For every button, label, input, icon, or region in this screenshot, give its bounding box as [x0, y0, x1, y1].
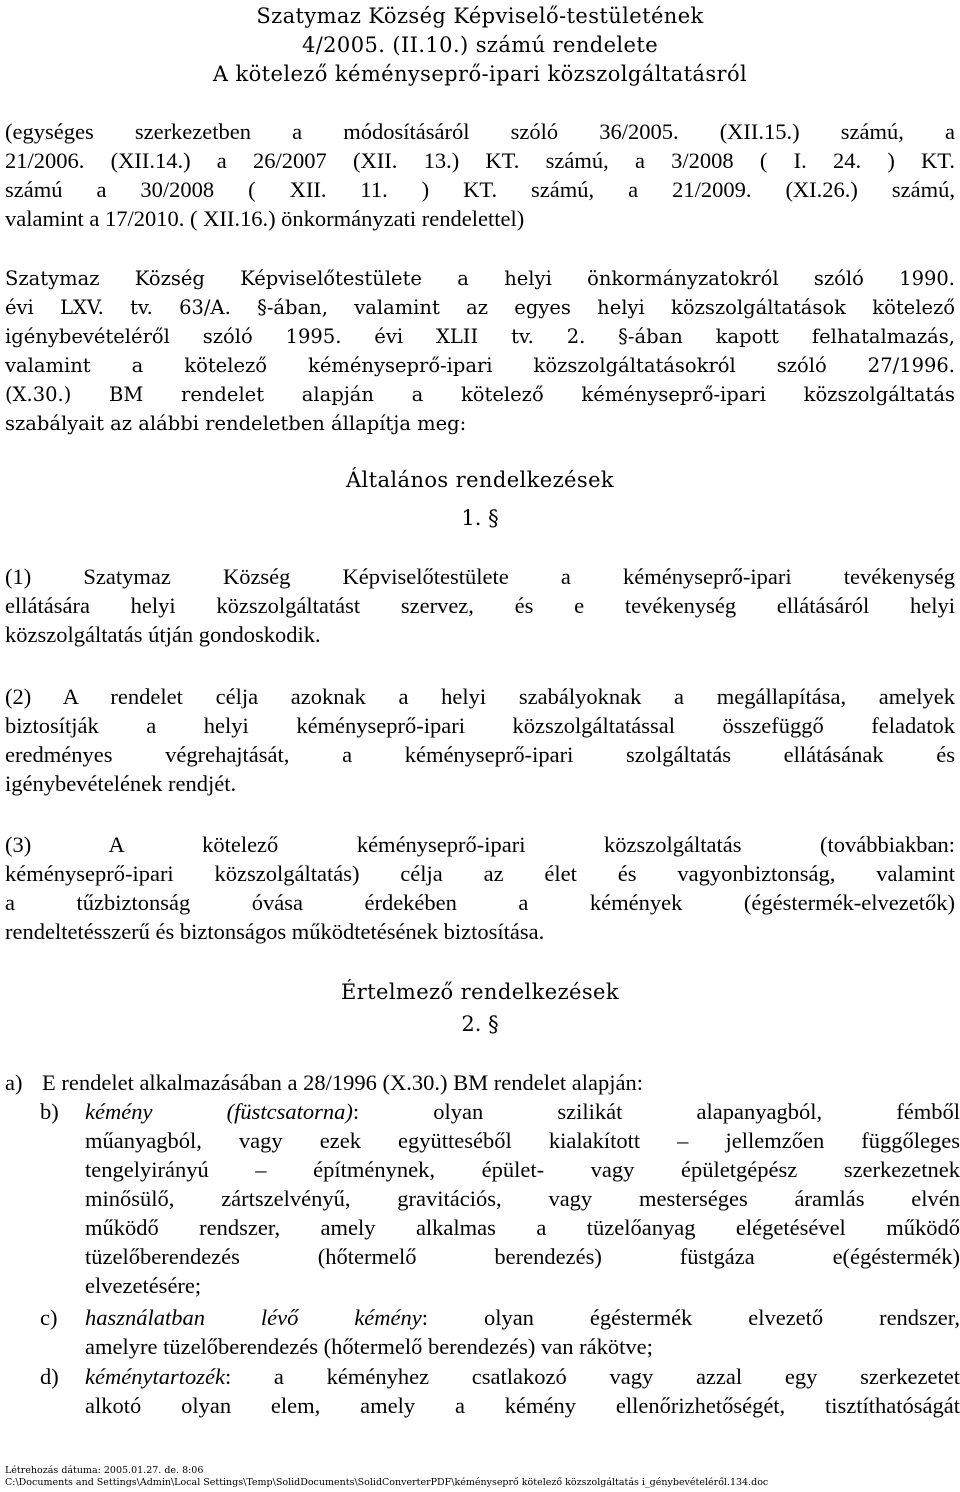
paragraph-line: ellátására helyi közszolgáltatást szervez, és e tevékenység ellátásáról helyi	[5, 593, 955, 618]
document-title-line-2: 4/2005. (II.10.) számú rendelete	[301, 33, 659, 57]
defined-term: kémény (füstcsatorna)	[85, 1099, 353, 1124]
preamble-line: szabályait az alábbi rendeletben állapítja meg:	[5, 412, 467, 435]
defined-term: használatban lévő kémény	[85, 1305, 422, 1330]
definition-line: működő rendszer, amely alkalmas a tüzelőanyag elégetésével működő	[85, 1215, 960, 1240]
definition-first-line	[85, 1362, 960, 1391]
amendments-line: valamint a 17/2010. ( XII.16.) önkormányzati rendelettel)	[5, 206, 525, 231]
defined-term: kéménytartozék	[85, 1364, 225, 1389]
definition-line: amelyre tüzelőberendezés (hőtermelő berendezés) van rákötve;	[85, 1334, 653, 1359]
definition-line: minősülő, zártszelvényű, gravitációs, vagy mesterséges áramlás elvén	[85, 1186, 960, 1211]
item-label: d)	[40, 1364, 59, 1389]
section-1-paragraph-1	[5, 562, 955, 649]
definition-text: : olyan égéstermék elvezető rendszer,	[421, 1305, 960, 1330]
amendments-line: (egységes szerkezetben a módosításáról szóló 36/2005. (XII.15.) számú, a	[5, 119, 955, 144]
section-1-paragraph-2	[5, 682, 955, 798]
definition-line: műanyagból, vagy ezek együtteséből kialakított – jellemzően függőleges	[85, 1128, 960, 1153]
item-label: a)	[5, 1070, 23, 1095]
definition-text: : olyan szilikát alapanyagból, fémből	[352, 1099, 960, 1124]
paragraph-line: biztosítják a helyi kéményseprő-ipari közszolgáltatással összefüggő feladatok	[5, 713, 955, 738]
definition-item-a	[5, 1068, 955, 1097]
definition-line: elvezetésére;	[85, 1273, 202, 1298]
footer-file-path: C:\Documents and Settings\Admin\Local Settings\Temp\SolidDocuments\SolidConverterPDF\kéményseprő kötelező közszolgáltatás i_génybevételéről.134.doc	[5, 1477, 769, 1488]
definition-first-line	[85, 1097, 960, 1126]
definition-text: : a kéményhez csatlakozó vagy azzal egy szerkezetet	[224, 1364, 960, 1389]
amendments-paragraph	[5, 117, 955, 233]
amendments-line: számú a 30/2008 ( XII. 11. ) KT. számú, a 21/2009. (XI.26.) számú,	[5, 177, 955, 202]
section-1-paragraph-3	[5, 830, 955, 946]
footer-created-date: Létrehozás dátuma: 2005.01.27. de. 8:06	[5, 1465, 204, 1476]
paragraph-line: eredményes végrehajtását, a kéményseprő-ipari szolgáltatás ellátásának és	[5, 742, 955, 767]
paragraph-line: (3) A kötelező kéményseprő-ipari közszolgáltatás (továbbiakban:	[5, 832, 955, 857]
document-title-line-3: A kötelező kéményseprő-ipari közszolgáltatásról	[212, 62, 748, 86]
preamble-line: Szatymaz Község Képviselőtestülete a helyi önkormányzatokról szóló 1990.	[5, 267, 955, 290]
preamble-line: igénybevételéről szóló 1995. évi XLII tv. 2. §-ában kapott felhatalmazás,	[5, 325, 955, 348]
paragraph-line: igénybevételének rendjét.	[5, 771, 237, 796]
paragraph-line: közszolgáltatás útján gondoskodik.	[5, 622, 321, 647]
definition-line: tengelyirányú – építménynek, épület- vagy épületgépész szerkezetnek	[85, 1157, 960, 1182]
definition-line: tüzelőberendezés (hőtermelő berendezés) füstgáza e(égéstermék)	[85, 1244, 960, 1269]
document-title-line-1: Szatymaz Község Képviselő-testületének	[256, 4, 704, 28]
paragraph-line: (1) Szatymaz Község Képviselőtestülete a kéményseprő-ipari tevékenység	[5, 564, 955, 589]
preamble-paragraph	[5, 264, 955, 438]
section-1-number: 1. §	[461, 506, 499, 530]
item-text: E rendelet alkalmazásában a 28/1996 (X.30.) BM rendelet alapján:	[42, 1070, 644, 1095]
amendments-line: 21/2006. (XII.14.) a 26/2007 (XII. 13.) KT. számú, a 3/2008 ( I. 24. ) KT.	[5, 148, 955, 173]
definition-line: alkotó olyan elem, amely a kémény ellenőrizhetőségét, tisztíthatóságát	[85, 1393, 960, 1418]
item-label: c)	[40, 1305, 58, 1330]
preamble-line: (X.30.) BM rendelet alapján a kötelező kéményseprő-ipari közszolgáltatás	[5, 383, 955, 406]
preamble-line: évi LXV. tv. 63/A. §-ában, valamint az egyes helyi közszolgáltatások kötelező	[5, 296, 955, 319]
paragraph-line: a tűzbiztonság óvása érdekében a kémények (égéstermék-elvezetők)	[5, 890, 955, 915]
paragraph-line: kéményseprő-ipari közszolgáltatás) célja az élet és vagyonbiztonság, valamint	[5, 861, 955, 886]
definition-first-line	[85, 1303, 960, 1332]
paragraph-line: (2) A rendelet célja azoknak a helyi szabályoknak a megállapítása, amelyek	[5, 684, 955, 709]
section-2-heading: Értelmező rendelkezések	[340, 980, 620, 1004]
item-label: b)	[40, 1099, 59, 1124]
section-1-heading: Általános rendelkezések	[345, 468, 615, 492]
paragraph-line: rendeltetésszerű és biztonságos működtetésének biztosítása.	[5, 919, 545, 944]
preamble-line: valamint a kötelező kéményseprő-ipari közszolgáltatásokról szóló 27/1996.	[5, 354, 955, 377]
section-2-number: 2. §	[461, 1012, 499, 1036]
